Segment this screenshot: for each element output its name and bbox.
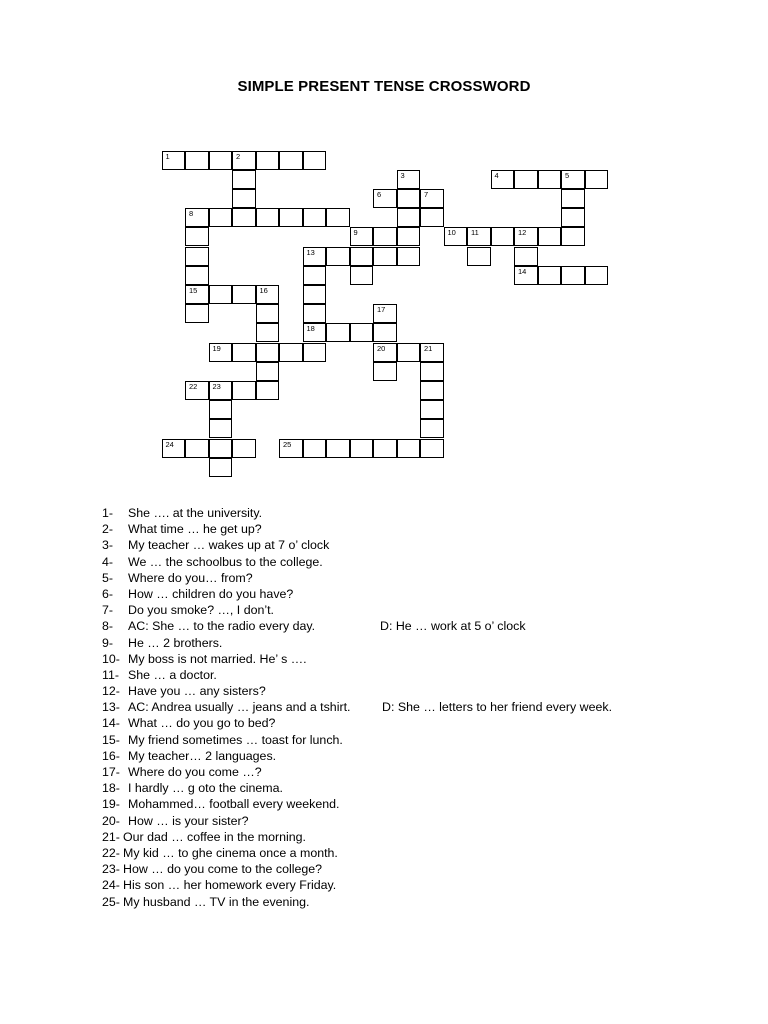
- clue-text: What … do you go to bed?: [128, 716, 276, 731]
- clue-list: [102, 505, 742, 910]
- clue-num: 23-: [102, 862, 120, 877]
- clue-number: 20: [377, 343, 386, 353]
- clue-num: 10-: [102, 651, 120, 666]
- grid-cell[interactable]: [444, 227, 468, 246]
- grid-cell[interactable]: [397, 170, 421, 189]
- clue-number: 23: [212, 381, 221, 391]
- grid-cell[interactable]: [326, 323, 350, 342]
- grid-cell[interactable]: [279, 439, 303, 458]
- clue-item: [102, 618, 742, 634]
- grid-cell[interactable]: [209, 151, 233, 170]
- clue-num: 21-: [102, 829, 120, 844]
- clue-text: She … a doctor.: [128, 667, 217, 682]
- clue-text: Our dad … coffee in the morning.: [123, 829, 306, 844]
- grid-cell[interactable]: [514, 266, 538, 285]
- grid-cell[interactable]: [350, 323, 374, 342]
- grid-cell[interactable]: [538, 266, 562, 285]
- grid-cell[interactable]: [303, 304, 327, 323]
- grid-cell[interactable]: [561, 208, 585, 227]
- grid-cell[interactable]: [538, 170, 562, 189]
- grid-cell[interactable]: [420, 419, 444, 438]
- grid-cell[interactable]: [303, 266, 327, 285]
- clue-text: My kid … to ghe cinema once a month.: [123, 845, 338, 860]
- clue-item: [102, 894, 742, 910]
- grid-cell[interactable]: [373, 227, 397, 246]
- grid-cell[interactable]: [350, 266, 374, 285]
- grid-cell[interactable]: [232, 381, 256, 400]
- grid-cell[interactable]: [256, 381, 280, 400]
- grid-cell[interactable]: [303, 151, 327, 170]
- clue-number: 21: [424, 343, 433, 353]
- clue-num: 12-: [102, 684, 120, 699]
- clue-num: 16-: [102, 748, 120, 763]
- clue-num: 3-: [102, 538, 114, 553]
- clue-number: 12: [518, 228, 527, 238]
- clue-number: 10: [447, 228, 456, 238]
- clue-text: My boss is not married. He’ s ….: [128, 651, 307, 666]
- grid-cell[interactable]: [373, 343, 397, 362]
- clue-num: 11-: [102, 667, 119, 682]
- page-title: SIMPLE PRESENT TENSE CROSSWORD: [237, 78, 531, 95]
- grid-cell[interactable]: [420, 381, 444, 400]
- clue-num: 25-: [102, 894, 120, 909]
- clue-text: I hardly … g oto the cinema.: [128, 781, 283, 796]
- clue-text: My friend sometimes … toast for lunch.: [128, 732, 343, 747]
- grid-cell[interactable]: [397, 343, 421, 362]
- grid-cell[interactable]: [420, 189, 444, 208]
- clue-number: 16: [259, 285, 268, 295]
- clue-item: [102, 877, 742, 893]
- grid-cell[interactable]: [256, 151, 280, 170]
- grid-cell[interactable]: [209, 400, 233, 419]
- grid-cell[interactable]: [561, 170, 585, 189]
- grid-cell[interactable]: [256, 362, 280, 381]
- grid-cell[interactable]: [467, 247, 491, 266]
- grid-cell[interactable]: [256, 323, 280, 342]
- clue-text: Mohammed… football every weekend.: [128, 797, 340, 812]
- clue-item: [102, 683, 742, 699]
- grid-cell[interactable]: [162, 151, 186, 170]
- clue-item: [102, 635, 742, 651]
- clue-num: 22-: [102, 845, 120, 860]
- grid-cell[interactable]: [420, 439, 444, 458]
- clue-item: [102, 537, 742, 553]
- grid-cell[interactable]: [467, 227, 491, 246]
- clue-number: 9: [353, 228, 358, 238]
- grid-cell[interactable]: [303, 285, 327, 304]
- clue-text: His son … her homework every Friday.: [123, 878, 337, 893]
- grid-cell[interactable]: [303, 323, 327, 342]
- clue-down-text: D: She … letters to her friend every week.: [382, 700, 613, 715]
- grid-cell[interactable]: [232, 439, 256, 458]
- clue-text: How … is your sister?: [128, 813, 249, 828]
- grid-cell[interactable]: [373, 304, 397, 323]
- clue-number: 4: [494, 170, 499, 180]
- grid-cell[interactable]: [185, 381, 209, 400]
- clue-number: 22: [189, 381, 198, 391]
- clue-text: My husband … TV in the evening.: [123, 894, 310, 909]
- grid-cell[interactable]: [232, 285, 256, 304]
- clue-item: [102, 586, 742, 602]
- grid-cell[interactable]: [279, 208, 303, 227]
- clue-number: 15: [189, 285, 198, 295]
- clue-number: 13: [306, 247, 315, 257]
- grid-cell[interactable]: [256, 285, 280, 304]
- clue-num: 24-: [102, 878, 120, 893]
- clue-text: She …. at the university.: [128, 506, 263, 520]
- clue-number: 3: [400, 170, 405, 180]
- grid-cell[interactable]: [303, 439, 327, 458]
- clue-number: 18: [306, 324, 315, 334]
- clue-item: [102, 699, 742, 715]
- clue-text: How … children do you have?: [128, 586, 294, 601]
- grid-cell[interactable]: [397, 247, 421, 266]
- clue-text: My teacher… 2 languages.: [128, 748, 277, 763]
- grid-cell[interactable]: [397, 208, 421, 227]
- grid-cell[interactable]: [326, 247, 350, 266]
- clue-num: 6-: [102, 586, 114, 601]
- clue-number: 17: [377, 305, 386, 315]
- clue-num: 9-: [102, 635, 114, 650]
- clue-item: [102, 667, 742, 683]
- clue-num: 19-: [102, 797, 120, 812]
- grid-cell[interactable]: [350, 439, 374, 458]
- clue-item: [102, 780, 742, 796]
- grid-cell[interactable]: [162, 439, 186, 458]
- grid-cell[interactable]: [209, 343, 233, 362]
- clue-item: [102, 845, 742, 861]
- grid-cell[interactable]: [232, 170, 256, 189]
- clue-num: 5-: [102, 570, 114, 585]
- grid-cell[interactable]: [232, 343, 256, 362]
- grid-cell[interactable]: [232, 151, 256, 170]
- clue-number: 2: [236, 151, 241, 161]
- clue-number: 7: [424, 189, 429, 199]
- grid-cell[interactable]: [303, 247, 327, 266]
- clue-text: Do you smoke? …, I don’t.: [128, 603, 275, 618]
- clue-number: 5: [565, 170, 570, 180]
- grid-cell[interactable]: [185, 247, 209, 266]
- grid-cell[interactable]: [185, 285, 209, 304]
- crossword-grid: [0, 0, 768, 480]
- grid-cell[interactable]: [373, 323, 397, 342]
- grid-cell[interactable]: [303, 343, 327, 362]
- grid-cell[interactable]: [209, 419, 233, 438]
- clue-text: We … the schoolbus to the college.: [128, 554, 323, 569]
- clue-item: [102, 651, 742, 667]
- clue-item: [102, 748, 742, 764]
- grid-cell[interactable]: [209, 381, 233, 400]
- grid-cell[interactable]: [373, 362, 397, 381]
- grid-cell[interactable]: [279, 343, 303, 362]
- grid-cell[interactable]: [232, 208, 256, 227]
- clue-num: 20-: [102, 813, 120, 828]
- clue-text: Where do you come …?: [128, 765, 262, 779]
- clue-text: What time … he get up?: [128, 522, 262, 537]
- clue-num: 15-: [102, 732, 120, 747]
- grid-cell[interactable]: [491, 227, 515, 246]
- grid-cell[interactable]: [256, 343, 280, 362]
- clue-num: 2-: [102, 522, 114, 537]
- clue-item: [102, 602, 742, 618]
- grid-cell[interactable]: [585, 170, 609, 189]
- clue-number: 14: [518, 266, 527, 276]
- clue-number: 11: [471, 228, 479, 238]
- clue-number: 25: [283, 439, 292, 449]
- clue-num: 7-: [102, 603, 114, 618]
- grid-cell[interactable]: [420, 343, 444, 362]
- clue-down-text: D: He … work at 5 o’ clock: [380, 619, 526, 634]
- grid-cell[interactable]: [209, 458, 233, 477]
- grid-cell[interactable]: [397, 189, 421, 208]
- grid-cell[interactable]: [350, 227, 374, 246]
- clue-item: [102, 732, 742, 748]
- grid-cell[interactable]: [514, 227, 538, 246]
- grid-cell[interactable]: [538, 227, 562, 246]
- clue-num: 17-: [102, 765, 120, 779]
- grid-cell[interactable]: [373, 247, 397, 266]
- grid-cell[interactable]: [256, 208, 280, 227]
- grid-cell[interactable]: [279, 151, 303, 170]
- grid-cell[interactable]: [561, 189, 585, 208]
- grid-cell[interactable]: [373, 439, 397, 458]
- grid-cell[interactable]: [397, 227, 421, 246]
- clue-number: 24: [165, 439, 174, 449]
- grid-cell[interactable]: [561, 266, 585, 285]
- clue-text: My teacher … wakes up at 7 o’ clock: [128, 538, 330, 553]
- clue-item: [102, 861, 742, 877]
- grid-cell[interactable]: [350, 247, 374, 266]
- grid-cell[interactable]: [420, 400, 444, 419]
- grid-cell[interactable]: [185, 304, 209, 323]
- clue-num: 13-: [102, 700, 120, 715]
- grid-cell[interactable]: [185, 439, 209, 458]
- grid-cell[interactable]: [209, 285, 233, 304]
- clue-number: 8: [189, 209, 194, 219]
- clue-item: [102, 554, 742, 570]
- clue-num: 8-: [102, 619, 114, 634]
- grid-cell[interactable]: [209, 208, 233, 227]
- clue-num: 18-: [102, 781, 120, 796]
- grid-cell[interactable]: [209, 439, 233, 458]
- clue-text: Where do you… from?: [128, 570, 253, 585]
- grid-cell[interactable]: [514, 247, 538, 266]
- clue-item: [102, 715, 742, 731]
- clue-item: [102, 796, 742, 812]
- clue-number: 19: [212, 343, 221, 353]
- clue-num: 14-: [102, 716, 120, 731]
- clue-number: 1: [165, 151, 170, 161]
- grid-cell[interactable]: [420, 362, 444, 381]
- grid-cell[interactable]: [185, 266, 209, 285]
- clue-item: [102, 570, 742, 586]
- grid-cell[interactable]: [585, 266, 609, 285]
- grid-cell[interactable]: [397, 439, 421, 458]
- grid-cell[interactable]: [256, 304, 280, 323]
- grid-cell[interactable]: [185, 208, 209, 227]
- clue-item: [102, 521, 742, 537]
- clue-number: 6: [377, 189, 382, 199]
- grid-cell[interactable]: [232, 189, 256, 208]
- clue-item: [102, 813, 742, 829]
- grid-cell[interactable]: [561, 227, 585, 246]
- grid-cell[interactable]: [514, 170, 538, 189]
- clue-text: AC: She … to the radio every day.: [128, 619, 316, 634]
- clue-num: 4-: [102, 554, 114, 569]
- clue-text: How … do you come to the college?: [123, 862, 323, 877]
- grid-cell[interactable]: [420, 208, 444, 227]
- grid-cell[interactable]: [185, 151, 209, 170]
- clue-item: [102, 829, 742, 845]
- grid-cell[interactable]: [303, 208, 327, 227]
- grid-cell[interactable]: [373, 189, 397, 208]
- clue-text: AC: Andrea usually … jeans and a tshirt.: [128, 700, 351, 715]
- clue-text: Have you … any sisters?: [128, 684, 266, 699]
- clue-text: He … 2 brothers.: [128, 635, 223, 650]
- clue-item: [102, 505, 742, 521]
- grid-cell[interactable]: [326, 208, 350, 227]
- grid-cell[interactable]: [326, 439, 350, 458]
- clue-item: [102, 764, 742, 780]
- grid-cell[interactable]: [491, 170, 515, 189]
- grid-cell[interactable]: [185, 227, 209, 246]
- clue-num: 1-: [102, 506, 114, 520]
